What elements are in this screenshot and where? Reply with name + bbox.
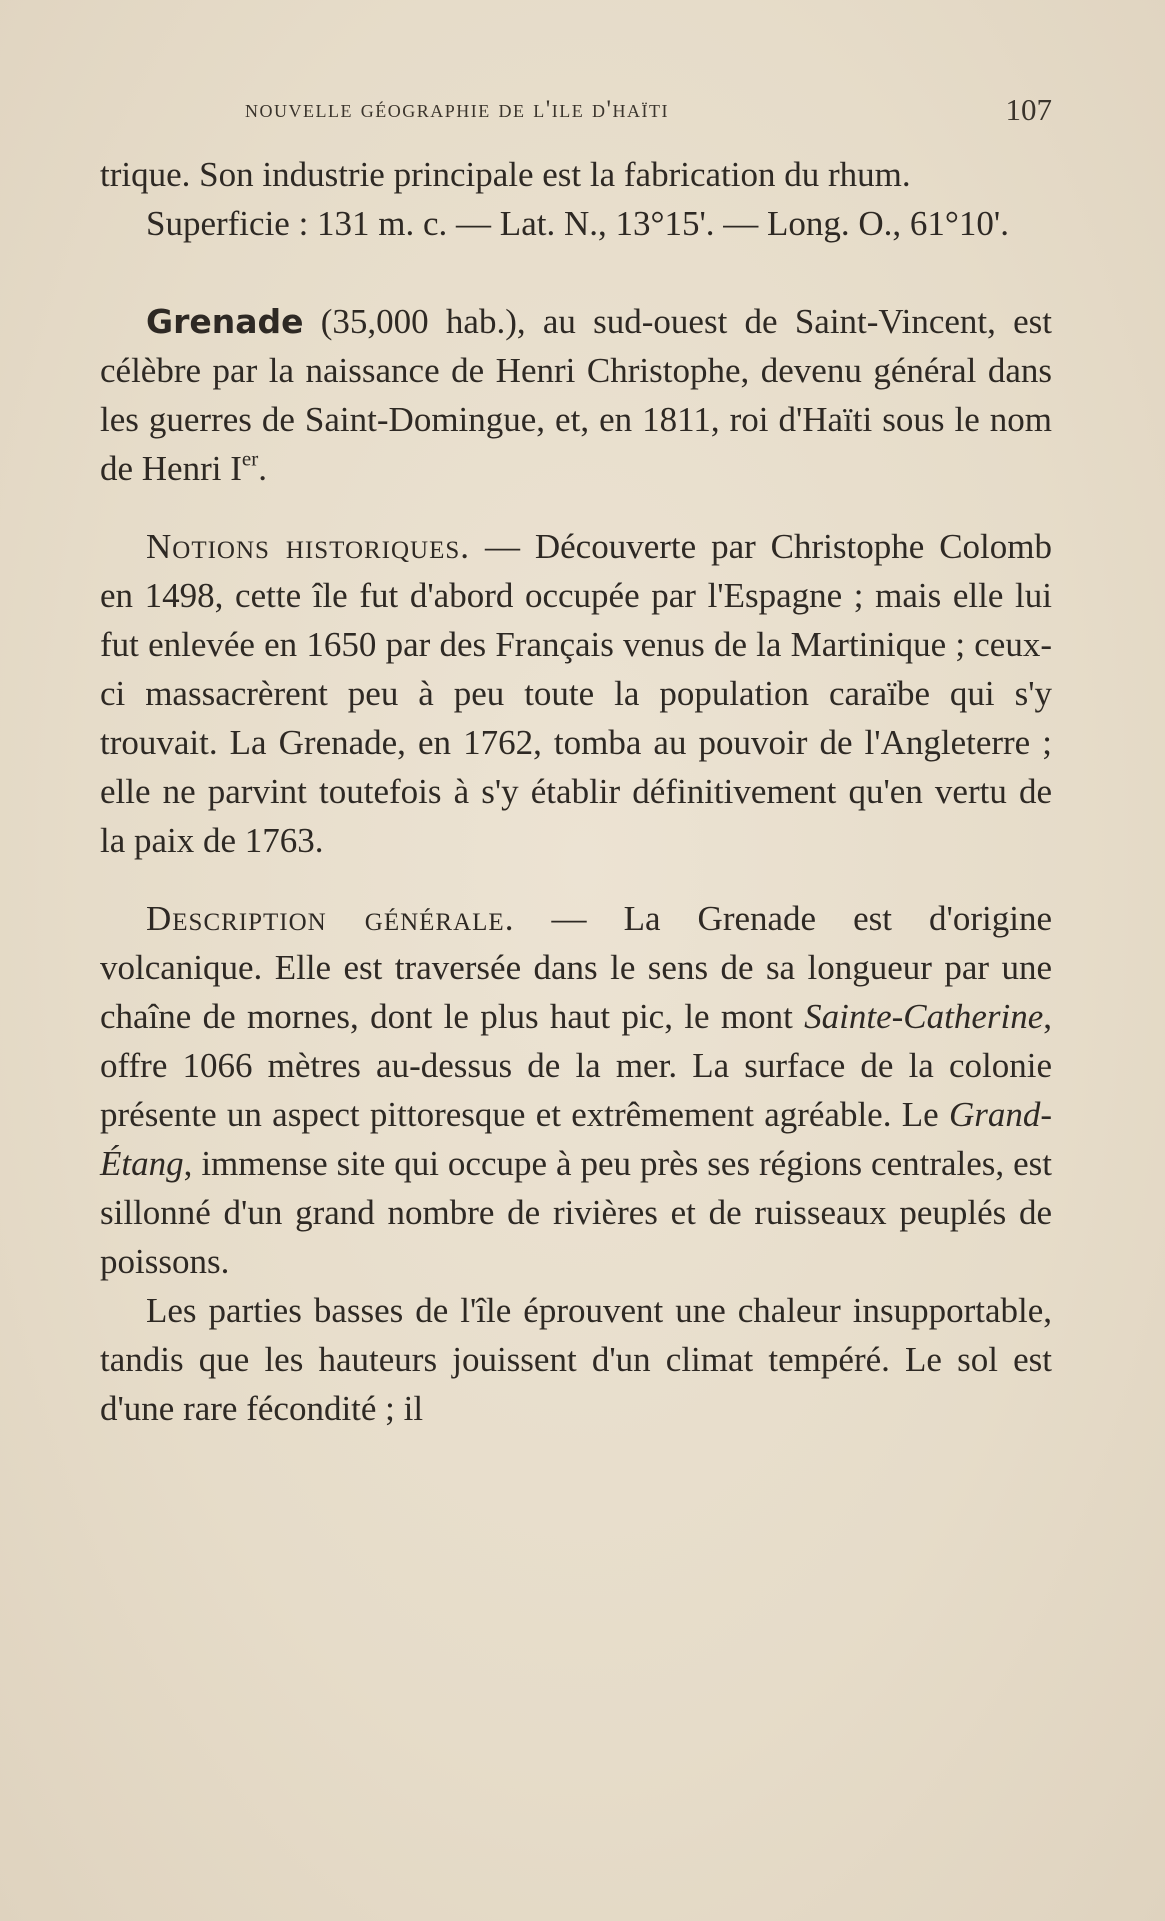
paragraph-grenade	[100, 297, 1052, 493]
running-title: nouvelle géographie de l'ile d'haïti	[245, 96, 669, 123]
description-text-2: , offre 1066 mètres au-dessus de la mer. La surface de la colonie présente un aspect pittoresque et extrêmement agréable. Le	[100, 997, 1052, 1134]
grenade-heading: Grenade	[146, 302, 304, 341]
paragraph-rhum: trique. Son industrie principale est la fabrication du rhum.	[100, 155, 911, 194]
paragraph-superficie: Superficie : 131 m. c. — Lat. N., 13°15'. — Long. O., 61°10'.	[146, 204, 1009, 243]
body-text	[100, 150, 1052, 1433]
paragraph-notions-historiques	[100, 522, 1052, 865]
paragraph-climat: Les parties basses de l'île éprouvent une chaleur insupportable, tandis que les hauteurs jouissent d'un climat tempéré. Le sol est d'une rare fécondité ; il	[100, 1291, 1052, 1428]
grand-etang-italic: Grand-Étang	[100, 1095, 1052, 1183]
page-number: 107	[1005, 92, 1052, 127]
grenade-tail: .	[258, 449, 267, 488]
running-head	[100, 92, 1052, 136]
grenade-superscript: er	[241, 446, 259, 471]
paragraph-description-generale	[100, 894, 1052, 1286]
notions-historiques-heading: Notions historiques.	[146, 527, 471, 566]
sainte-catherine-italic: Sainte-Catherine	[804, 997, 1044, 1036]
description-generale-heading: Description générale.	[146, 899, 515, 938]
notions-historiques-text: — Découverte par Christophe Colomb en 1498, cette île fut d'abord occupée par l'Espagne ; mais elle lui fut enlevée en 1650 par des Français venus de la Martinique ; ceux-ci massacrèrent peu à peu toute la population caraïbe qui s'y trouvait. La Grenade, en 1762, tomba au pouvoir de l'Angleterre ; elle ne parvint toutefois à s'y établir définitivement qu'en vertu de la paix de 1763.	[100, 527, 1052, 860]
grenade-text: (35,000 hab.), au sud-ouest de Saint-Vincent, est célèbre par la naissance de Henri Christophe, devenu général dans les guerres de Saint-Domingue, et, en 1811, roi d'Haïti sous le nom de Henri I	[100, 302, 1052, 488]
description-text-3: , immense site qui occupe à peu près ses régions centrales, est sillonné d'un grand nombre de rivières et de ruisseaux peuplés de poissons.	[100, 1144, 1052, 1281]
description-text-1: — La Grenade est d'origine volcanique. Elle est traversée dans le sens de sa longueur par une chaîne de mornes, dont le plus haut pic, le mont	[100, 899, 1053, 1036]
